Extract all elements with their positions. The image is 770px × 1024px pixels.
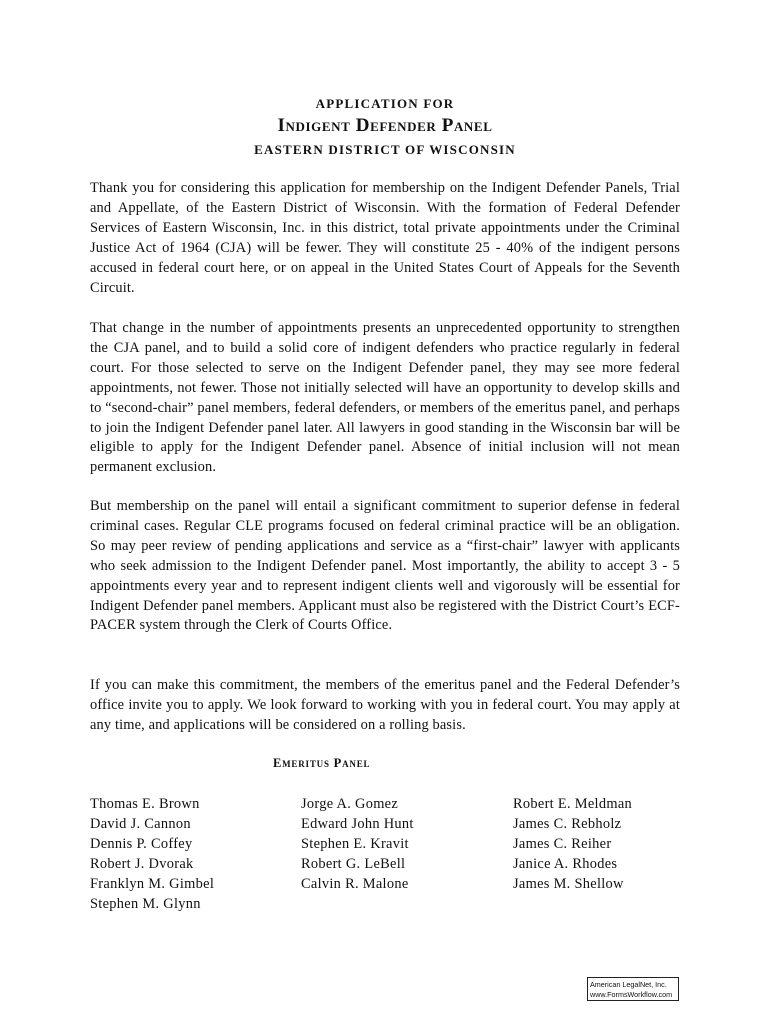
paragraph-commitment: But membership on the panel will entail a significant commitment to superior defense in federal criminal cases. Regular CLE programs focused on federal criminal practice will be an obligation. So may peer review of pending applications and service as a “first-chair” lawyer with applicants who seek admission to the Indigent Defender panel. Most importantly, the ability to accept 3 - 5 appointments every year and to represent indigent clients well and vigorously will be essential for Indigent Defender panel members. Applicant must also be registered with the District Court’s ECF-PACER system through the Clerk of Courts Office. — [90, 498, 680, 634]
credit-stamp — [587, 977, 679, 1001]
emeritus-member: Stephen M. Glynn — [90, 895, 201, 912]
paragraph-intro: Thank you for considering this application for membership on the Indigent Defender Panels, Trial and Appellate, of the Eastern District of Wisconsin. With the formation of Federal Defender Services of Eastern Wisconsin, Inc. in this district, total private appointments under the Criminal Justice Act of 1964 (CJA) will be fewer. They will constitute 25 - 40% of the indigent persons accused in federal court here, or on appeal in the United States Court of Appeals for the Seventh Circuit. — [90, 180, 680, 296]
page-title: Indigent Defender Panel — [277, 115, 493, 136]
emeritus-member: Robert G. LeBell — [301, 855, 406, 872]
emeritus-names-column-3 — [513, 795, 632, 895]
emeritus-member: James M. Shellow — [513, 875, 624, 892]
emeritus-member: Dennis P. Coffey — [90, 835, 193, 852]
emeritus-member: Thomas E. Brown — [90, 796, 200, 812]
emeritus-member: James C. Reiher — [513, 835, 612, 852]
paragraph-invitation: If you can make this commitment, the members of the emeritus panel and the Federal Defender’s office invite you to apply. We look forward to working with you in federal court. You may apply at any time, and applications will be considered on a rolling basis. — [90, 677, 680, 733]
credit-company: American LegalNet, Inc. — [590, 980, 667, 989]
emeritus-member: Edward John Hunt — [301, 815, 414, 832]
emeritus-member: Robert J. Dvorak — [90, 855, 194, 872]
emeritus-names-column-2 — [301, 795, 414, 895]
emeritus-member: David J. Cannon — [90, 815, 191, 832]
emeritus-member: Jorge A. Gomez — [301, 796, 399, 812]
title-district: EASTERN DISTRICT OF WISCONSIN — [254, 142, 516, 157]
emeritus-member: Calvin R. Malone — [301, 875, 409, 892]
emeritus-panel-heading: Emeritus Panel — [273, 756, 371, 770]
emeritus-member: Franklyn M. Gimbel — [90, 875, 215, 892]
emeritus-member: Janice A. Rhodes — [513, 855, 618, 872]
emeritus-member: Stephen E. Kravit — [301, 835, 409, 852]
title-application-for: APPLICATION FOR — [315, 96, 455, 111]
paragraph-appointments: That change in the number of appointments presents an unprecedented opportunity to strengthen the CJA panel, and to build a solid core of indigent defenders who practice regularly in federal court. For those selected to serve on the Indigent Defender panel, they may see more federal appointments, not fewer. Those not initially selected will have an opportunity to develop skills and to “second-chair” panel members, federal defenders, or members of the emeritus panel, and perhaps to join the Indigent Defender panel later. All lawyers in good standing in the Wisconsin bar will be eligible to apply for the Indigent Defender panel. Absence of initial inclusion will not mean permanent exclusion. — [90, 320, 680, 476]
emeritus-member: Robert E. Meldman — [513, 796, 633, 812]
emeritus-names-column-1 — [90, 795, 214, 914]
credit-website: www.FormsWorkflow.com — [590, 990, 673, 999]
emeritus-member: James C. Rebholz — [513, 815, 622, 832]
